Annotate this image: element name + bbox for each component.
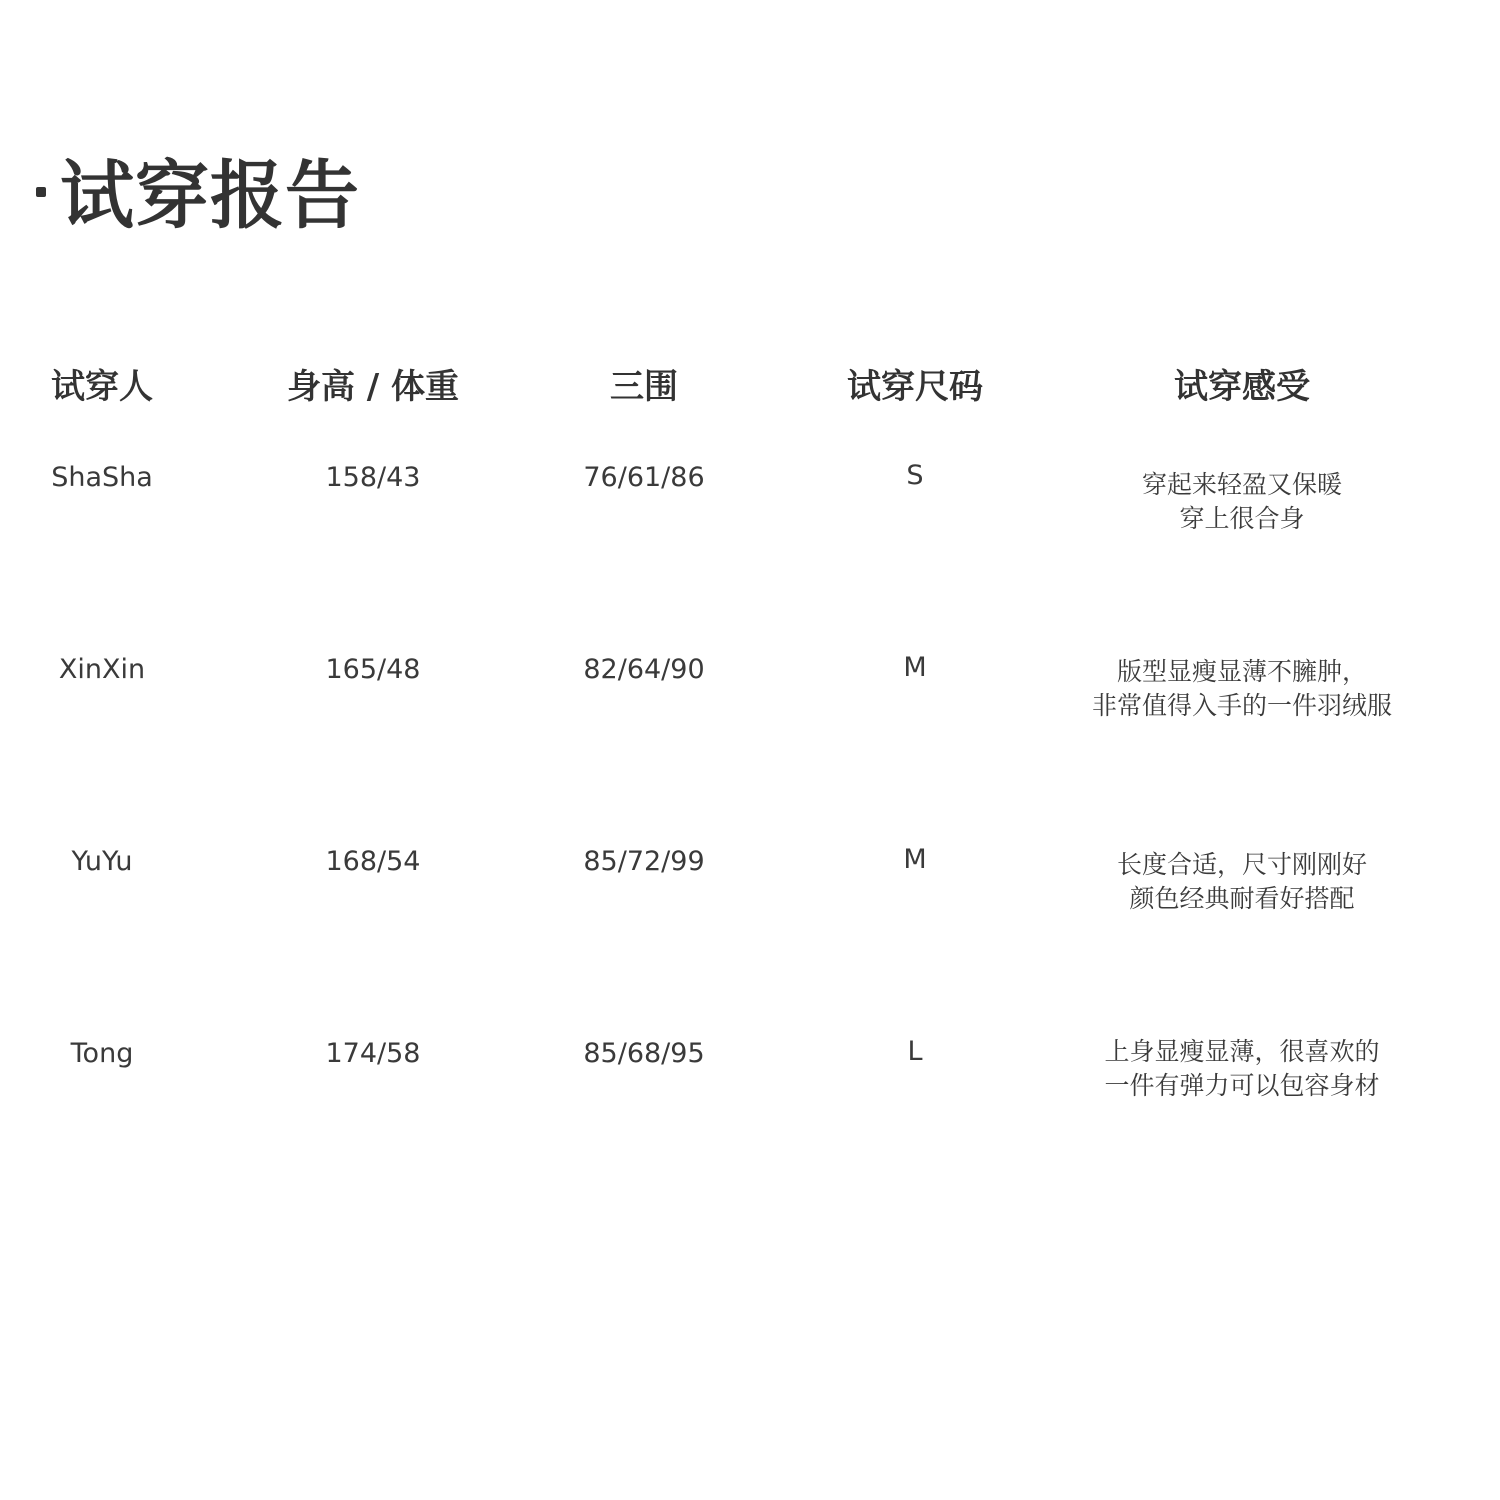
measurements: 85/68/95 <box>583 1038 705 1069</box>
page-title-text: 试穿报告 <box>60 153 360 239</box>
tester-name: ShaSha <box>51 462 153 493</box>
feedback-line: 穿起来轻盈又保暖 <box>1141 470 1342 499</box>
feedback-line: 长度合适，尺寸刚刚好 <box>1116 850 1367 879</box>
feedback <box>1042 655 1442 723</box>
header-height-weight: 身高 / 体重 <box>286 367 460 407</box>
feedback-line: 非常值得入手的一件羽绒服 <box>1091 691 1392 720</box>
feedback-line: 穿上很合身 <box>1179 504 1305 533</box>
feedback <box>1042 468 1442 536</box>
tester-name: YuYu <box>71 846 133 877</box>
height-weight: 158/43 <box>325 462 421 493</box>
size: L <box>907 1036 923 1067</box>
height-weight: 168/54 <box>325 846 421 877</box>
tester-name: Tong <box>70 1038 134 1069</box>
measurements: 76/61/86 <box>583 462 705 493</box>
size: S <box>906 460 924 491</box>
size: M <box>903 844 927 875</box>
page-title <box>36 145 360 239</box>
header-measurements: 三围 <box>610 367 678 407</box>
feedback-line: 颜色经典耐看好搭配 <box>1129 884 1355 913</box>
header-size: 试穿尺码 <box>847 367 983 407</box>
feedback-line: 版型显瘦显薄不臃肿， <box>1116 657 1367 686</box>
feedback <box>1042 848 1442 916</box>
measurements: 85/72/99 <box>583 846 705 877</box>
feedback-line: 一件有弹力可以包容身材 <box>1104 1071 1380 1100</box>
header-tester: 试穿人 <box>51 367 153 407</box>
size: M <box>903 652 927 683</box>
height-weight: 174/58 <box>325 1038 421 1069</box>
title-bullet-icon <box>36 187 46 197</box>
tester-name: XinXin <box>58 654 146 685</box>
header-feedback: 试穿感受 <box>1174 367 1310 407</box>
height-weight: 165/48 <box>325 654 421 685</box>
feedback-line: 上身显瘦显薄，很喜欢的 <box>1104 1037 1380 1066</box>
feedback <box>1042 1035 1442 1103</box>
measurements: 82/64/90 <box>583 654 705 685</box>
